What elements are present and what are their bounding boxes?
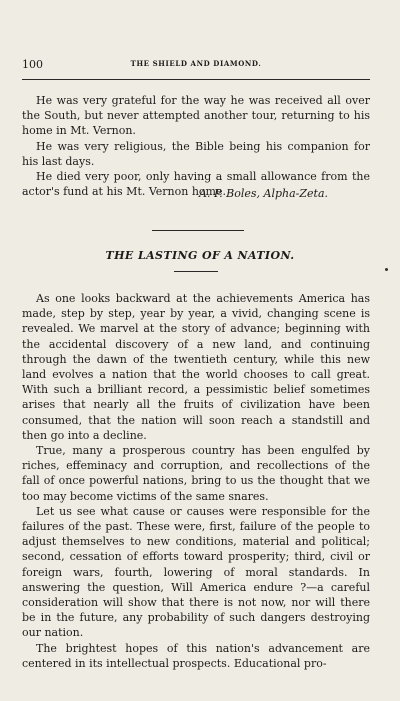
title-underline [174, 271, 218, 272]
body-paragraph: Let us see what cause or causes were responsible for the failures of the past. These were, first, failure of the people to adjust themselves to new conditions, material and political; second, cessation of efforts toward prosperity; third, civil or foreign wars, fourth, lowering of moral standards. In answering the question, Will America endure ?—a careful consideration will show that there is not now, nor will there be in the future, any probability of such dangers destroying our nation. [22, 504, 370, 640]
intro-paragraph: He was very religious, the Bible being his companion for his last days. [22, 139, 370, 168]
body-paragraph: True, many a prosperous country has been engulfed by riches, effeminacy and corruption, and recollections of the fall of once powerful nations, bring to us the thought that we too may become victims of the same snares. [22, 444, 370, 503]
section-title: THE LASTING OF A NATION. [105, 249, 295, 262]
intro-text [22, 93, 370, 199]
header-rule [22, 79, 370, 80]
page-number: 100 [22, 58, 43, 71]
body-paragraph: The brightest hopes of this nation's advancement are centered in its intellectual prospects. Educational pro- [22, 641, 370, 670]
article-body [22, 291, 370, 671]
page-header [22, 58, 370, 74]
section-divider [152, 230, 244, 231]
intro-paragraph: He was very grateful for the way he was received all over the South, but never attempted another tour, returning to his home in Mt. Vernon. [22, 94, 370, 138]
intro-paragraph: He died very poor, only having a small allowance from the actor's fund at his Mt. Vernon home. [22, 170, 370, 199]
running-title: THE SHIELD AND DIAMOND. [130, 59, 262, 68]
margin-speck [385, 268, 388, 271]
body-paragraph: As one looks backward at the achievements America has made, step by step, year by year, a vivid, changing scene is revealed. We marvel at the story of advance; beginning with the accidental discovery of a new land, and continuing through the dawn of the twentieth century, while this new land evolves a nation that the world chooses to call great. With such a brilliant record, a pessimistic belief sometimes arises that nearly all the fruits of civilization have been consumed, that the nation will soon reach a standstill and then go into a decline. [22, 292, 370, 442]
author-signature: A. P. Boles, Alpha-Zeta. [199, 187, 328, 200]
